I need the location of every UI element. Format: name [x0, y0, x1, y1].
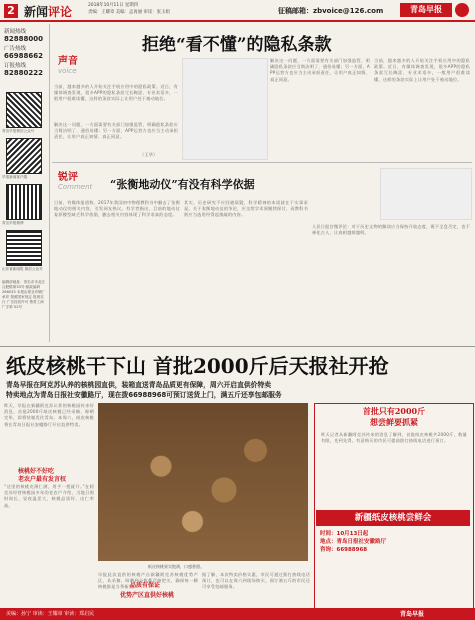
ad-box — [314, 403, 474, 609]
comment-p3: 人民日报官微评论：对于历史文物的解读应当保持开放态度，既不全盘否定，也不神化古人，让真相越辩越明。 — [312, 224, 470, 236]
hotline-number: 82888000 — [4, 35, 43, 43]
page-number-badge: 2 — [4, 4, 18, 18]
main-body-3: 早报此次直供的核桃产自新疆阿克苏核桃优势产区，从采摘、晾晒到分拣都严格把关，确保每一颗核桃都是当季新货。 — [98, 572, 198, 590]
photo-caption: 纸皮核桃果实饱满，口感香甜。 — [148, 564, 204, 569]
main-deck-1: 青岛早报在阿克苏认养的核桃园直供，装箱直送青岛品质更有保障，周六开启直供价特卖 — [6, 381, 272, 389]
ad-number: 66988662 — [4, 52, 43, 60]
qr-code-2[interactable] — [6, 138, 42, 174]
main-subhead-2: 品质有保证 — [130, 582, 161, 589]
paper-logo: 青岛早报 — [400, 3, 452, 17]
qr-caption-1: 青岛早报微信公众号 — [2, 129, 35, 133]
hotline-title: 新闻热线 — [4, 29, 27, 35]
header-stamp-icon — [455, 3, 469, 17]
ad-title: 首批只有2000斤 — [362, 406, 426, 416]
sidebar-divider — [49, 24, 50, 342]
editor-line: 责编：王耀章 美编：孟再丽 审读：张玉娟 — [88, 10, 170, 15]
comment-p2: 其实，历史研究不应回避质疑，科学精神的本质就在于实事求是。关于张衡地动仪的争论，应交给学术界继续探讨，而教科书则应当选用经得起推敲的内容。 — [184, 200, 308, 218]
main-story-top-rule — [0, 346, 475, 347]
ad-place: 地点：青岛日报社安徽路厅 — [320, 539, 387, 545]
qr-code-3[interactable] — [6, 184, 42, 220]
voice-bottom-rule — [52, 162, 472, 163]
ad-phone: 咨询：66988968 — [320, 547, 368, 553]
main-deck-2: 特卖地点为青岛日报社安徽路厅，现在拨66988968可预订送货上门，满五斤还享包邮服务 — [6, 391, 282, 399]
main-body-4: 据了解，本次特卖价格实惠，市民可通过拨打热线电话预订，也可以在周六到现场购买。预订满五斤的市民还可享受包邮服务。 — [202, 572, 310, 590]
voice-illustration — [182, 58, 268, 160]
date-line: 2018年10月11日 星期四 — [88, 3, 139, 8]
main-subhead-2b: 优势产区直供好核桃 — [120, 592, 175, 599]
voice-tag: 声音 — [58, 56, 78, 67]
section-name — [24, 3, 72, 20]
voice-p2: 解决这一问题，一方面需要有关部门加强监管，明确隐私条款应当简洁明了、通俗易懂；另一方面，APP运营方也应当主动承担责任，让用户真正知情、真正同意。 — [54, 122, 178, 140]
voice-headline: 拒绝“看不懂”的隐私条款 — [142, 35, 332, 55]
qr-caption-3: 青岛早报微博 — [2, 221, 24, 225]
section-label: 新闻 — [24, 5, 49, 19]
main-body-1: 昨天，早报在新疆阿克苏认养的核桃园传来好消息，首批2000斤纸皮核桃已经采摘、晾晒完毕，即将装箱发往青岛。本周六，纸皮核桃将在青岛日报社安徽路厅开启直供特卖。 — [4, 403, 94, 427]
sidebar — [4, 27, 46, 77]
walnut-photo — [98, 403, 308, 561]
main-headline: 纸皮核桃干下山 首批2000斤后天报社开抢 — [6, 354, 389, 378]
qr-caption-2: 早报新闻客户端 — [2, 175, 28, 179]
ad-time: 时间：10月13日起 — [320, 531, 369, 537]
main-subhead-1b: 老农户最有发言权 — [18, 476, 67, 483]
footer-right: 青岛早报 — [400, 611, 425, 618]
qr-code-4[interactable] — [6, 230, 42, 266]
footer-left: 美编：孙宁 审读：王耀章 审读：郑启民 — [6, 611, 95, 617]
contribution-email: 征稿邮箱：zbvoice@126.com — [278, 7, 384, 15]
sidebar-notes: 编辑部地址：青岛市市北区 合肥路第33号 邮政编码 266033 本报由报社印刷厂 承印 按照国家规定 报纸实行 广告经营许可 鲁青工商广字第 02号 — [2, 280, 46, 309]
voice-p1-cont: 解决这一问题，一方面需要有关部门加强监管，明确隐私条款应当简洁明了、通俗易懂；另一方面，APP运营方也应当主动承担责任，让用户真正知情、真正同意。 — [270, 58, 370, 82]
ad-banner: 新疆纸皮核桃尝鲜会 — [316, 510, 470, 526]
comment-p1: 日前，有媒体报道称，2017年我国初中物理教科书中删去了张衡地动仪的相关内容，引发网友热议。有学者指出，目前的地动仪复原模型缺乏科学依据，删去相关内容体现了科学求真的态度。 — [54, 200, 180, 218]
voice-tag-en: voice — [58, 67, 77, 75]
subscribe-title: 订报热线 — [4, 63, 27, 69]
main-body-2: “这里的核桃皮薄仁满，用手一捏就开。”在阿克苏经营核桃园多年的老农户介绍，当地日照时间长、昼夜温差大，核桃品质好，出仁率高。 — [4, 484, 94, 508]
comment-tag-en: Comment — [58, 183, 93, 191]
qr-code-1[interactable] — [6, 92, 42, 128]
subscribe-number: 82880222 — [4, 69, 43, 77]
comment-illustration — [380, 168, 472, 220]
main-subhead-1: 核桃好不好吃 — [18, 468, 55, 475]
ad-info — [320, 530, 468, 554]
voice-p3-right: 当前，越来越多的人开始关注手机应用中的隐私政策。近日，有媒体调查发现，很多APP的隐私条款冗长晦涩、专业术语多，一般用户很难读懂，这样的条款实际上让用户处于被动地位。 — [374, 58, 470, 82]
comment-tag: 锐评 — [58, 172, 78, 183]
comment-headline: “张衡地动仪”有没有科学依据 — [110, 178, 255, 191]
qr-caption-4: 山东省新闻报 微信公众号 — [2, 267, 43, 271]
header-rule — [0, 20, 475, 22]
section-accent: 评论 — [48, 5, 73, 19]
voice-author: （王华） — [140, 152, 158, 157]
ad-subtitle: 想尝鲜要抓紧 — [370, 417, 418, 427]
comment-tag-block — [58, 168, 113, 198]
ad-body: 昨天记者从新疆阿克苏传来的消息了解到，首批纸皮核桃共2000斤，数量有限，先到先得。有意购买的市民可提前拨打热线电话进行预订。 — [321, 432, 467, 444]
voice-p1: 当前，越来越多的人开始关注手机应用中的隐私政策。近日，有媒体调查发现，很多APP的隐私条款冗长晦涩、专业术语多，一般用户很难读懂，这样的条款实际上让用户处于被动地位。 — [54, 84, 178, 102]
ad-title: 广告热线 — [4, 46, 27, 52]
